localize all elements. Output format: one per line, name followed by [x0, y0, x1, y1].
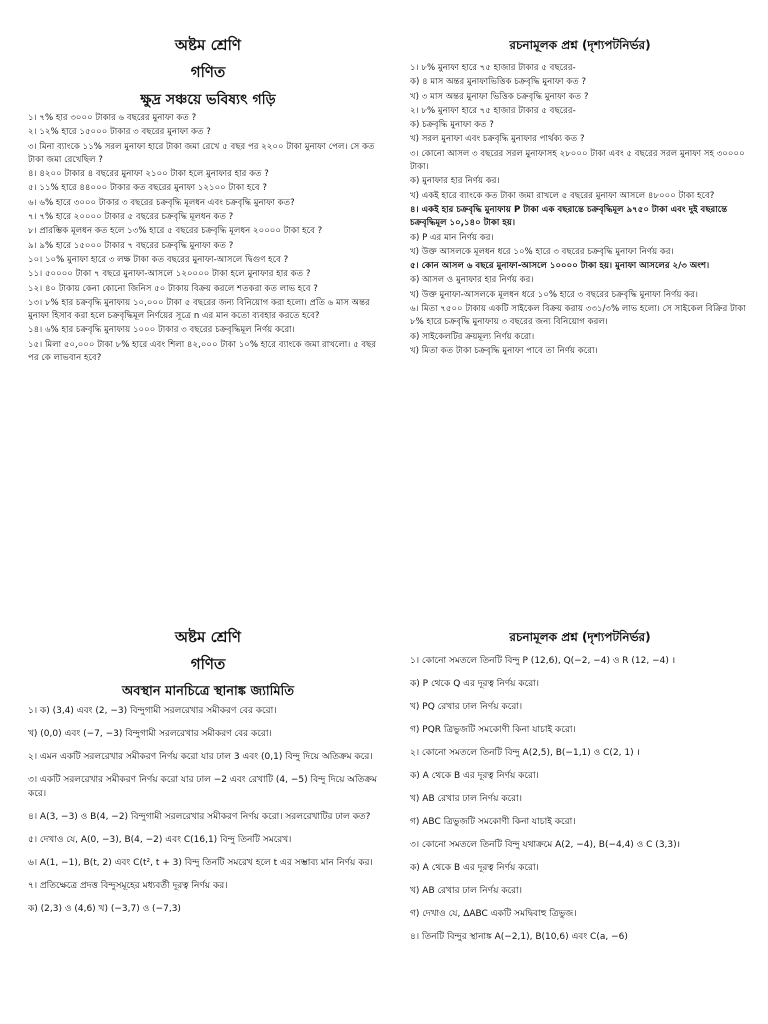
question-item: খ) সরল মুনাফা এবং চক্রবৃদ্ধি মুনাফার পার্থক্য কত ?: [410, 134, 585, 145]
class-title: অষ্টম শ্রেণি: [175, 36, 241, 54]
class-title: অষ্টম শ্রেণি: [175, 628, 241, 646]
question-item: গ) দেখাও যে, ΔABC একটি সমদ্বিবাহু ত্রিভুজ।: [410, 909, 577, 919]
question-item: খ) AB রেখার ঢাল নির্ণয় করো।: [410, 886, 522, 896]
chapter-title: অবস্থান মানচিত্রে স্থানাঙ্ক জ্যামিতি: [121, 684, 295, 699]
bottom-right-section: [410, 626, 750, 1024]
question-item: ৪। ৪২০০ টাকার ৪ বছরের মুনাফা ২১০০ টাকা হলে মুনাফার হার কত ?: [28, 169, 269, 180]
question-item: ২। এমন একটি সরলরেখার সমীকরণ নির্ণয় করো যার ঢাল 3 এবং (0,1) বিন্দু দিয়ে অতিক্রম করে।: [28, 752, 373, 762]
bottom-left-section: [28, 626, 388, 1024]
question-item: ৩। কোনো আসল ৩ বছরের সরল মুনাফাসহ ২৮০০০ টাকা এবং ৫ বছরের সরল মুনাফা সহ ৩০০০০ টাকা।: [410, 148, 745, 173]
question-item: ১। ৭% হার ৩০০০ টাকার ৬ বছরের মুনাফা কত ?: [28, 113, 197, 123]
question-item: ৩। মিনা ব্যাংকে ১১% সরল মুনাফা হারে টাকা জমা রেখে ৫ বছর পর ২২০০ টাকা মুনাফা পেল। সে কত টাকা জমা রেখেছিল ?: [28, 141, 375, 165]
question-item: ক) P এর মান নির্ণয় কর।: [410, 232, 494, 243]
question-item: ৬। A(1, −1), B(t, 2) এবং C(t², t + 3) বিন্দু তিনটি সমরেখ হলে t এর সম্ভাব্য মান নির্ণয় কর।: [28, 858, 373, 868]
top-left-section: [28, 34, 388, 534]
question-item: গ) PQR ত্রিভুজটি সমকোণী কিনা যাচাই করো।: [410, 725, 576, 735]
question-item: ক) আসল ও মুনাফার হার নির্ণয় কর।: [410, 275, 534, 286]
question-list: [28, 704, 388, 916]
question-item: ৫। কোন আসল ৬ বছরে মুনাফা-আসলে ১০০০০ টাকা হয়। মুনাফা আসলের ২/৩ অংশ।: [410, 261, 710, 272]
question-item: ক) (2,3) ও (4,6) খ) (−3,7) ও (−7,3): [28, 904, 181, 914]
question-item: ১৪। ৬% হার চক্রবৃদ্ধি মুনাফায় ১০০০ টাকার ৩ বছরের চক্রবৃদ্ধিমূল নির্ণয় করো।: [28, 325, 295, 336]
question-item: খ) মিতা কত টাকা চক্রবৃদ্ধি মুনাফা পাবে তা নির্ণয় করো।: [410, 345, 598, 356]
question-item: ১০। ১০% মুনাফা হারে ৩ লক্ষ টাকা কত বছরের মুনাফা-আসলে দ্বিগুণ হবে ?: [28, 254, 289, 265]
question-item: খ) একই হারে ব্যাংকে কত টাকা জমা রাখলে ৫ বছরের মুনাফা আসলে ৪৮০০০ টাকা হবে?: [410, 190, 715, 201]
question-list: [28, 112, 388, 365]
chapter-title: ক্ষুদ্র সঞ্চয়ে ভবিষ্যৎ গড়ি: [140, 92, 276, 108]
question-item: ক) A থেকে B এর দূরত্ব নির্ণয় করো।: [410, 771, 539, 781]
question-item: ৩। একটি সরলরেখার সমীকরণ নির্ণয় করো যার ঢাল −2 এবং রেখাটি (4, −5) বিন্দু দিয়ে অতিক্রম করে।: [28, 775, 377, 799]
subject-title: গণিত: [190, 63, 226, 81]
subject-title: গণিত: [190, 655, 226, 673]
question-item: ৪। তিনটি বিন্দুর স্থানাঙ্ক A(−2,1), B(10,6) এবং C(a, −6): [410, 932, 628, 942]
question-item: ৪। A(3, −3) ও B(4, −2) বিন্দুগামী সরলরেখার সমীকরণ নির্ণয় করো। সরলরেখাটির ঢাল কত?: [28, 812, 371, 822]
question-item: ৯। ৯% হারে ১৫০০০ টাকার ৭ বছরের চক্রবৃদ্ধি মুনাফা কত ?: [28, 240, 234, 251]
question-item: খ) PQ রেখার ঢাল নির্ণয় করো।: [410, 702, 523, 712]
top-right-section: [410, 34, 750, 534]
creative-questions-title: রচনামূলক প্রশ্ন (দৃশ্যপটনির্ভর): [509, 38, 651, 52]
question-item: ৩। কোনো সমতলে তিনটি বিন্দু যথাক্রমে A(2, −4), B(−4,4) ও C (3,3)।: [410, 840, 681, 850]
question-item: ১। কোনো সমতলে তিনটি বিন্দু P (12,6), Q(−2, −4) ও R (12, −4) ।: [410, 656, 676, 666]
question-item: ২। ১২% হারে ১৫০০০ টাকার ৩ বছরের মুনাফা কত ?: [28, 127, 211, 138]
creative-questions-title: রচনামূলক প্রশ্ন (দৃশ্যপটনির্ভর): [509, 630, 651, 644]
question-item: খ) AB রেখার ঢাল নির্ণয় করো।: [410, 794, 522, 804]
question-list: [410, 654, 750, 944]
question-item: ৪। একই হার চক্রবৃদ্ধি মুনাফায় P টাকা এক বছরান্তে চক্রবৃদ্ধিমূল ৯৭৫০ টাকা এবং দুই বছরান্তে চক্রবৃদ্ধিমূল ১০,১৪০ টাকা হয়।: [410, 204, 728, 229]
question-item: ৭। ৭% হারে ২০০০০ টাকার ৫ বছরের চক্রবৃদ্ধি মূলধন কত ?: [28, 212, 234, 223]
question-item: ২। ৮% মুনাফা হারে ৭৫ হাজার টাকার ৫ বছরের-: [410, 105, 576, 116]
question-item: ১। ৮% মুনাফা হারে ৭৫ হাজার টাকার ৫ বছরের-: [410, 63, 576, 73]
question-item: ৫। দেখাও যে, A(0, −3), B(4, −2) এবং C(16,1) বিন্দু তিনটি সমরেখ।: [28, 835, 292, 845]
question-item: ১। ক) (3,4) এবং (2, −3) বিন্দুগামী সরলরেখার সমীকরণ বের করো।: [28, 706, 277, 716]
question-item: ক) মুনাফার হার নির্ণয় কর।: [410, 176, 500, 187]
question-item: ক) চক্রবৃদ্ধি মুনাফা কত ?: [410, 120, 494, 131]
question-list: [410, 62, 750, 358]
question-item: ১৩। ৮% হার চক্রবৃদ্ধি মুনাফায় ১০,০০০ টাকা ৫ বছরের জন্য বিনিয়োগ করা হলো। প্রতি ৬ মাস অন্তর মুনাফা হিসাব করা হলে চক্রবৃদ্ধিমূল নির্ণয়ের সূত্রে n এর মান কতো ব্যবহার করতে হবে?: [28, 297, 370, 322]
question-item: ১২। ৪০ টাকায় কেনা কোনো জিনিস ৫০ টাকায় বিক্রয় করলে শতকরা কত লাভ হবে ?: [28, 283, 318, 294]
question-item: ১১। ৫০০০০ টাকা ৭ বছরে মুনাফা-আসলে ১২০০০০ টাকা হলে মুনাফার হার কত ?: [28, 269, 311, 280]
question-item: ৫। ১১% হারে ৪৪০০০ টাকার কত বছরের মুনাফা ১২১০০ টাকা হবে ?: [28, 183, 267, 194]
question-item: ক) সাইকেলটির ক্রয়মূল্য নির্ণয় করো।: [410, 331, 535, 342]
question-item: ক) A থেকে B এর দূরত্ব নির্ণয় করো।: [410, 863, 539, 873]
question-item: গ) ABC ত্রিভুজটি সমকোণী কিনা যাচাই করো।: [410, 817, 576, 827]
question-item: খ) উক্ত আসলকে মূলধন ধরে ১০% হারে ৩ বছরের চক্রবৃদ্ধি মুনাফা নির্ণয় কর।: [410, 246, 674, 257]
question-item: খ) উক্ত মুনাফা-আসলকে মূলধন ধরে ১০% হারে ৩ বছরের চক্রবৃদ্ধি মুনাফা নির্ণয় কর।: [410, 289, 698, 300]
question-item: ৭। প্রতিক্ষেত্রে প্রদত্ত বিন্দুসমূহের মধ্যবর্তী দূরত্ব নির্ণয় কর।: [28, 881, 228, 891]
question-item: ক) ৪ মাস অন্তর মুনাফাভিত্তিক চক্রবৃদ্ধি মুনাফা কত ?: [410, 77, 587, 88]
question-item: ১৫। মিলা ৫০,০০০ টাকা ৮% হারে এবং শিলা ৪২,০০০ টাকা ১০% হারে ব্যাংকে জমা রাখলো। ৫ বছর পর কে লাভবান হবে?: [28, 339, 377, 364]
question-item: ৬। ৬% হারে ৩০০০ টাকার ৩ বছরের চক্রবৃদ্ধি মূলধন এবং চক্রবৃদ্ধি মুনাফা কত?: [28, 197, 295, 208]
question-item: খ) ৩ মাস অন্তর মুনাফা ভিত্তিক চক্রবৃদ্ধি মুনাফা কত ?: [410, 91, 589, 102]
question-item: ২। কোনো সমতলে তিনটি বিন্দু A(2,5), B(−1,1) ও C(2, 1) ।: [410, 748, 640, 758]
question-item: ক) P থেকে Q এর দূরত্ব নির্ণয় করো।: [410, 679, 539, 689]
question-item: ৬। মিতা ৭৫০০ টাকায় একটি সাইকেল বিক্রয় করায় ৩৩১/৩% লাভ হলো। সে সাইকেল বিক্রির টাকা ৮% হারে চক্রবৃদ্ধি মুনাফায় ৩ বছরের জন্য বিনিয়োগ করল।: [410, 304, 746, 328]
question-item: খ) (0,0) এবং (−7, −3) বিন্দুগামী সরলরেখার সমীকরণ বের করো।: [28, 729, 272, 739]
question-item: ৮। প্রারম্ভিক মূলধন কত হলে ১৩% হারে ৫ বছরের চক্রবৃদ্ধি মূলধন ২০০০০ টাকা হবে ?: [28, 226, 323, 237]
